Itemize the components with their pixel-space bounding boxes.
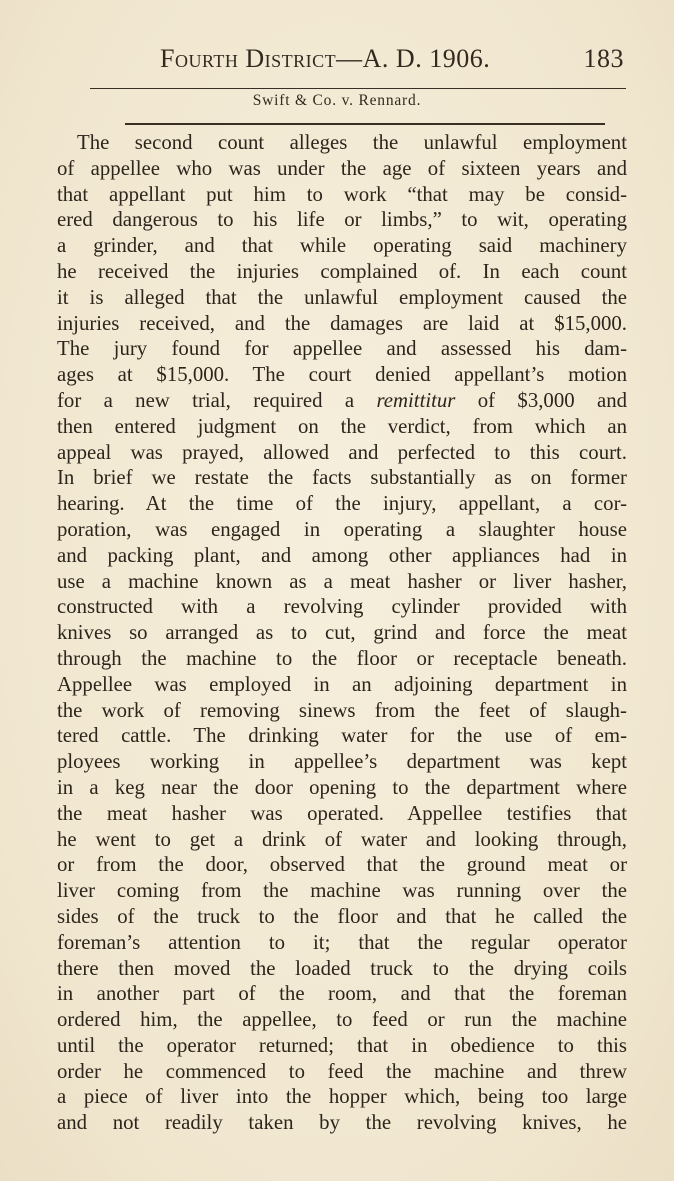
text-line: hearing. At the time of the injury, appellant, a cor- [57,492,627,516]
text-line: and packing plant, and among other appliances had in [57,543,627,567]
text-line: he received the injuries complained of. In each count [57,259,627,283]
text-line: it is alleged that the unlawful employment caused the [57,285,627,309]
text-line: liver coming from the machine was running over the [57,879,627,903]
text-line: Appellee was employed in an adjoining department in [57,672,627,696]
text-line: ployees working in appellee’s department was kept [57,750,627,774]
page-number: 183 [583,44,624,73]
text-line: through the machine to the floor or receptacle beneath. [57,646,627,670]
text-line: of appellee who was under the age of sixteen years and [57,156,627,180]
text-line: then entered judgment on the verdict, from which an [57,414,627,438]
text-line: the work of removing sinews from the feet of slaugh- [57,698,627,722]
text-line: in a keg near the door opening to the department where [57,775,627,799]
text-line: he went to get a drink of water and looking through, [57,827,627,851]
remittitur-term: remittitur [376,388,456,412]
text-line: constructed with a revolving cylinder provided with [57,595,627,619]
header-rule [90,88,626,89]
text-line: and not readily taken by the revolving knives, he [57,1111,627,1135]
text-line: there then moved the loaded truck to the drying coils [57,956,627,980]
text-line: In brief we restate the facts substantially as on former [57,466,627,490]
text-line: knives so arranged as to cut, grind and force the meat [57,621,627,645]
text-line: use a machine known as a meat hasher or liver hasher, [57,569,627,593]
case-title-rule [125,123,605,125]
text-line: ordered him, the appellee, to feed or run the machine [57,1008,627,1032]
text-line: appeal was prayed, allowed and perfected to this court. [57,440,627,464]
text-line: poration, was engaged in operating a slaughter house [57,517,627,541]
text-line-remittitur [57,388,627,414]
case-title: Swift & Co. v. Rennard. [252,92,422,109]
text-line: ages at $15,000. The court denied appellant’s motion [57,363,627,387]
text-line: until the operator returned; that in obedience to this [57,1033,627,1057]
text-line: that appellant put him to work “that may be consid- [57,182,627,206]
running-title: Fourth District—A. D. 1906. [160,44,491,73]
text-line-end: of $3,000 and [477,388,627,412]
text-line: a grinder, and that while operating said machinery [57,234,627,258]
body-text [57,130,627,1136]
text-line: order he commenced to feed the machine and threw [57,1059,627,1083]
text-line: sides of the truck to the floor and that he called the [57,904,627,928]
text-line: in another part of the room, and that the foreman [57,982,627,1006]
text-line: the meat hasher was operated. Appellee testifies that [57,801,627,825]
text-line: or from the door, observed that the ground meat or [57,853,627,877]
text-line: ered dangerous to his life or limbs,” to wit, operating [57,208,627,232]
text-line: a piece of liver into the hopper which, being too large [57,1085,627,1109]
text-line: foreman’s attention to it; that the regular operator [57,930,627,954]
running-header [160,44,630,78]
text-line: The jury found for appellee and assessed his dam- [57,337,627,361]
text-line: injuries received, and the damages are laid at $15,000. [57,311,627,335]
text-line-start: for a new trial, required a [57,388,355,412]
text-line: The second count alleges the unlawful employment [77,131,627,154]
text-line: tered cattle. The drinking water for the use of em- [57,724,627,748]
